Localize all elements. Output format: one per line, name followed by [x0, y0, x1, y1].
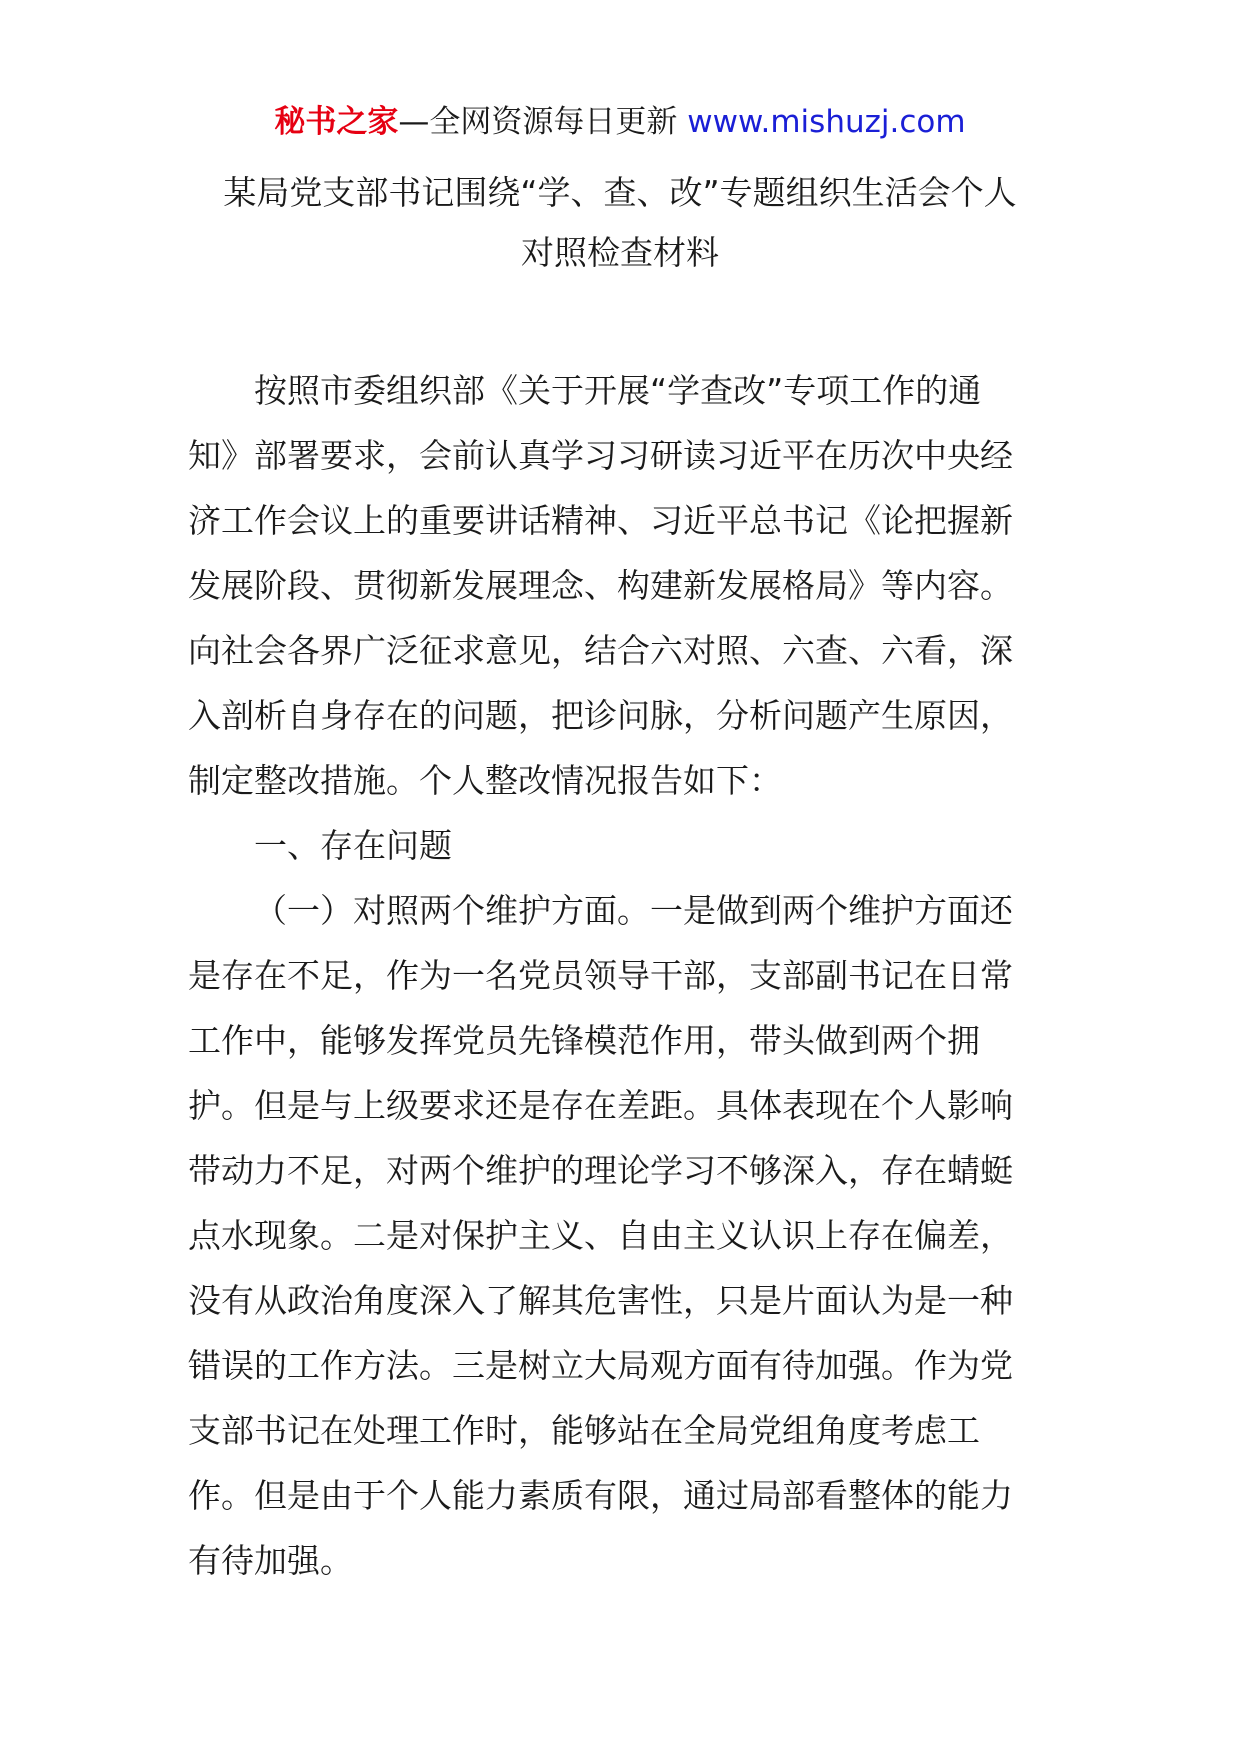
paragraph-line: 作。但是由于个人能力素质有限，通过局部看整体的能力: [188, 1476, 1013, 1515]
paragraph-line: 按照市委组织部《关于开展“学查改”专项工作的通: [254, 371, 982, 410]
site-url-link[interactable]: www.mishuzj.com: [687, 104, 966, 140]
paragraph-line: 向社会各界广泛征求意见，结合六对照、六查、六看，深: [188, 631, 1013, 670]
paragraph-line: 工作中，能够发挥党员先锋模范作用，带头做到两个拥: [188, 1021, 980, 1060]
paragraph-line: 发展阶段、贯彻新发展理念、构建新发展格局》等内容。: [188, 566, 1013, 605]
section-heading: 一、存在问题: [254, 826, 452, 865]
paragraph-line: 知》部署要求，会前认真学习习研读习近平在历次中央经: [188, 436, 1013, 475]
paragraph-line: 没有从政治角度深入了解其危害性，只是片面认为是一种: [188, 1281, 1013, 1320]
paragraph-line: 护。但是与上级要求还是存在差距。具体表现在个人影响: [188, 1086, 1013, 1125]
paragraph-line: 是存在不足，作为一名党员领导干部，支部副书记在日常: [188, 956, 1013, 995]
header-tagline: —全网资源每日更新: [398, 104, 688, 140]
document-body: [188, 358, 1044, 1593]
title-line-2: 对照检查材料: [521, 233, 719, 272]
title-line-1: 某局党支部书记围绕“学、查、改”专题组织生活会个人: [223, 173, 1017, 212]
paragraph-line: 支部书记在处理工作时，能够站在全局党组角度考虑工: [188, 1411, 980, 1450]
site-header: [0, 100, 1240, 144]
paragraph-line: 制定整改措施。个人整改情况报告如下：: [188, 761, 782, 800]
paragraph-line: 带动力不足，对两个维护的理论学习不够深入，存在蜻蜓: [188, 1151, 1013, 1190]
document-title: [180, 163, 1060, 283]
paragraph-line: 济工作会议上的重要讲话精神、习近平总书记《论把握新: [188, 501, 1013, 540]
paragraph-line: 点水现象。二是对保护主义、自由主义认识上存在偏差，: [188, 1216, 1013, 1255]
paragraph-line: 入剖析自身存在的问题，把诊问脉，分析问题产生原因，: [188, 696, 1013, 735]
paragraph-line: 错误的工作方法。三是树立大局观方面有待加强。作为党: [188, 1346, 1013, 1385]
paragraph-line: （一）对照两个维护方面。一是做到两个维护方面还: [254, 891, 1013, 930]
brand-name: 秘书之家: [274, 104, 399, 140]
paragraph-line: 有待加强。: [188, 1541, 353, 1580]
